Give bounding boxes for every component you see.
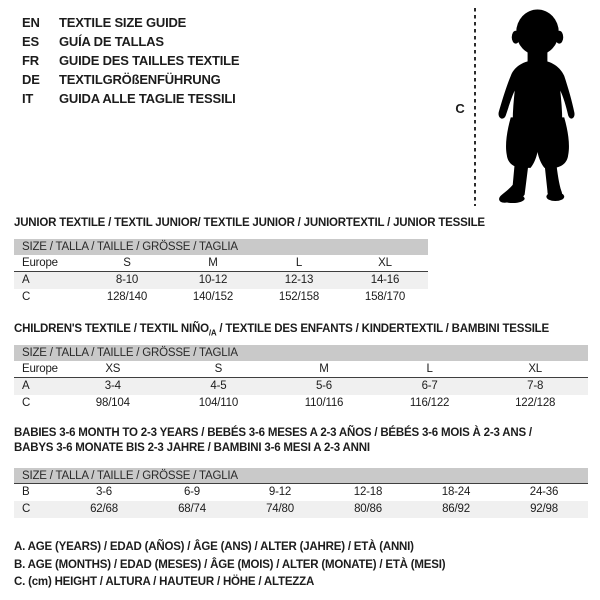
cell: 24-36	[529, 486, 559, 498]
language-row-es	[22, 32, 239, 51]
size-header-bar: SIZE / TALLA / TAILLE / GRÖSSE / TAGLIA	[14, 345, 588, 361]
size-column-label: S	[214, 363, 223, 375]
language-list	[22, 13, 239, 108]
cell: 12-13	[284, 274, 314, 286]
language-title: TEXTILGRÖßENFÜHRUNG	[59, 72, 221, 87]
junior-size-table	[14, 239, 428, 306]
babies-table-title	[14, 426, 574, 456]
cell: 86/92	[442, 503, 470, 515]
language-row-en	[22, 13, 239, 32]
cell: 3-6	[95, 486, 113, 498]
column-header-row	[14, 361, 588, 378]
region-label: Europe	[22, 363, 58, 375]
language-row-de	[22, 70, 239, 89]
cell: 128/140	[106, 291, 148, 303]
junior-table-title: JUNIOR TEXTILE / TEXTIL JUNIOR/ TEXTILE JUNIOR / JUNIORTEXTIL / JUNIOR TESSILE	[14, 217, 485, 229]
cell: 6-9	[183, 486, 201, 498]
language-title: TEXTILE SIZE GUIDE	[59, 15, 187, 30]
legend-line-c: C. (cm) HEIGHT / ALTURA / HAUTEUR / HÖHE / ALTEZZA	[14, 576, 315, 588]
title-text: / TEXTILE DES ENFANTS / KINDERTEXTIL / BAMBINI TESSILE	[216, 323, 549, 335]
title-line: BABYS 3-6 MONATE BIS 2-3 JAHRE / BAMBINI 3-6 MESI A 2-3 ANNI	[14, 442, 370, 454]
size-column-label: XL	[528, 363, 542, 375]
language-code: EN	[22, 15, 40, 30]
legend-line-b: B. AGE (MONTHS) / EDAD (MESES) / ÂGE (MOIS) / ALTER (MONATE) / ETÀ (MESI)	[14, 558, 446, 571]
cell: 98/104	[95, 397, 130, 409]
row-label: C	[22, 397, 31, 409]
table-row-months	[14, 484, 588, 501]
language-code: FR	[22, 53, 39, 68]
size-column-label: M	[208, 257, 218, 269]
cell: 6-7	[421, 380, 438, 392]
children-table-title	[14, 322, 549, 340]
cell: 80/86	[354, 503, 382, 515]
size-column-label: M	[319, 363, 329, 375]
cell: 12-18	[353, 486, 383, 498]
size-header-bar: SIZE / TALLA / TAILLE / GRÖSSE / TAGLIA	[14, 468, 588, 484]
cell: 158/170	[364, 291, 406, 303]
cell: 5-6	[315, 380, 332, 392]
region-label: Europe	[22, 257, 58, 269]
table-row-age	[14, 378, 588, 395]
cell: 92/98	[530, 503, 558, 515]
table-row-age	[14, 272, 428, 289]
children-size-table	[14, 345, 588, 412]
size-column-label: L	[426, 363, 433, 375]
legend-line-a: A. AGE (YEARS) / EDAD (AÑOS) / ÂGE (ANS) / ALTER (JAHRE) / ETÀ (ANNI)	[14, 541, 414, 553]
table-row-height	[14, 289, 428, 306]
title-line: BABIES 3-6 MONTH TO 2-3 YEARS / BEBÉS 3-6 MESES A 2-3 AÑOS / BÉBÉS 3-6 MOIS À 2-3 ANS /	[14, 427, 532, 439]
cell: 14-16	[370, 274, 400, 286]
height-dotted-line	[474, 8, 476, 206]
height-marker-label: C	[455, 101, 465, 116]
row-label: C	[22, 291, 31, 303]
cell: 4-5	[210, 380, 227, 392]
cell: 74/80	[266, 503, 294, 515]
size-column-label: L	[295, 257, 303, 269]
language-row-it	[22, 89, 239, 108]
row-label: A	[22, 274, 30, 286]
cell: 18-24	[441, 486, 471, 498]
language-title: GUÍA DE TALLAS	[59, 34, 164, 49]
cell: 7-8	[527, 380, 544, 392]
cell: 68/74	[178, 503, 206, 515]
legend	[14, 539, 445, 592]
cell: 9-12	[268, 486, 292, 498]
language-title: GUIDA ALLE TAGLIE TESSILI	[59, 91, 236, 106]
cell: 116/122	[409, 397, 450, 409]
title-text: CHILDREN'S TEXTILE / TEXTIL NIÑO	[14, 323, 209, 335]
row-label: B	[22, 486, 30, 498]
row-label: A	[22, 380, 30, 392]
language-code: ES	[22, 34, 39, 49]
language-code: DE	[22, 72, 40, 87]
cell: 62/68	[90, 503, 118, 515]
toddler-silhouette-image	[487, 6, 586, 210]
cell: 104/110	[198, 397, 239, 409]
size-column-label: S	[123, 257, 131, 269]
cell: 110/116	[304, 397, 344, 409]
cell: 8-10	[115, 274, 139, 286]
title-subscript: /A	[208, 328, 217, 338]
column-header-row	[14, 255, 428, 272]
cell: 10-12	[198, 274, 228, 286]
cell: 3-4	[104, 380, 121, 392]
babies-size-table	[14, 468, 588, 518]
table-row-height	[14, 501, 588, 518]
cell: 140/152	[192, 291, 234, 303]
language-code: IT	[22, 91, 34, 106]
table-row-height	[14, 395, 588, 412]
row-label: C	[22, 503, 31, 515]
size-column-label: XS	[105, 363, 121, 375]
language-row-fr	[22, 51, 239, 70]
cell: 122/128	[515, 397, 556, 409]
size-column-label: XL	[378, 257, 392, 269]
size-header-bar: SIZE / TALLA / TAILLE / GRÖSSE / TAGLIA	[14, 239, 428, 255]
cell: 152/158	[278, 291, 320, 303]
language-title: GUIDE DES TAILLES TEXTILE	[59, 53, 240, 68]
